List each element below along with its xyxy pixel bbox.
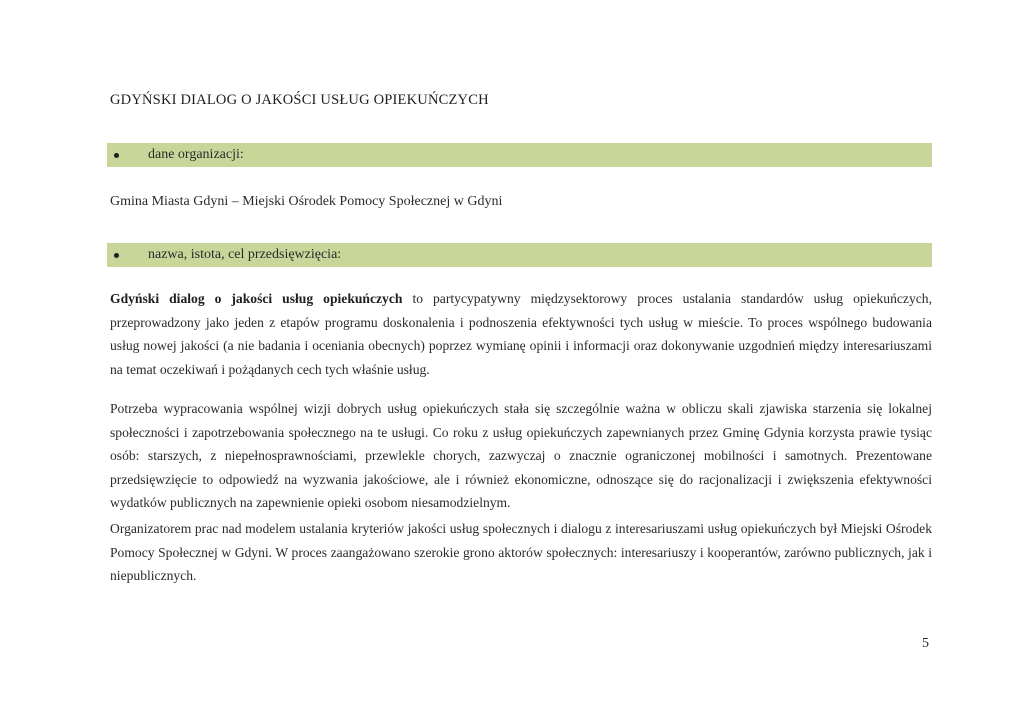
page-title: GDYŃSKI DIALOG O JAKOŚCI USŁUG OPIEKUŃCZYCH <box>110 92 489 108</box>
paragraph-definition <box>110 287 932 381</box>
section-bar-project-description <box>107 243 932 267</box>
section-bar-organization-data <box>107 143 932 167</box>
organization-name: Gmina Miasta Gdyni – Miejski Ośrodek Pomocy Społecznej w Gdyni <box>110 194 503 209</box>
paragraph-motivation: Potrzeba wypracowania wspólnej wizji dobrych usług opiekuńczych stała się szczególnie ważna w obliczu skali zjawiska starzenia się lokalnej społeczności i zapotrzebowania społecznego na te usługi. Co roku z usług opiekuńczych zapewnianych przez Gminę Gdynia korzysta prawie tysiąc osób: starszych, z niepełnosprawnościami, przewlekle chorych, zazwyczaj o znacznie ograniczonej mobilności i samotnych. Prezentowane przedsięwzięcie to odpowiedź na wyzwania jakościowe, ale i również ekonomiczne, odnoszące się do racjonalizacji i zwiększenia efektywności wydatków publicznych na zapewnienie opieki osobom niesamodzielnym. <box>110 401 932 510</box>
paragraph-organizer: Organizatorem prac nad modelem ustalania kryteriów jakości usług społecznych i dialogu z interesariuszami usług opiekuńczych był Miejski Ośrodek Pomocy Społecznej w Gdyni. W proces zaangażowano szerokie grono aktorów społecznych: interesariuszy i kooperantów, zarówno publicznych, jak i niepublicznych. <box>110 521 932 583</box>
paragraph-text: to partycypatywny międzysektorowy proces ustalania standardów usług opiekuńczych, przeprowadzony jako jeden z etapów programu doskonalenia i podnoszenia efektywności tych usług w mieście. To proces wspólnego budowania usług nowej jakości (a nie badania i oceniania obecnych) poprzez wymianę opinii i informacji oraz dokonywanie uzgodnień między interesariuszami na temat oczekiwań i pożądanych cech tych właśnie usług. <box>110 291 932 377</box>
page-number: 5 <box>922 636 929 651</box>
section-label: nazwa, istota, cel przedsięwzięcia: <box>148 247 342 262</box>
bullet-icon <box>114 253 119 258</box>
section-label: dane organizacji: <box>148 147 244 162</box>
paragraph-lead-term: Gdyński dialog o jakości usług opiekuńczych <box>110 291 403 306</box>
bullet-icon <box>114 153 119 158</box>
